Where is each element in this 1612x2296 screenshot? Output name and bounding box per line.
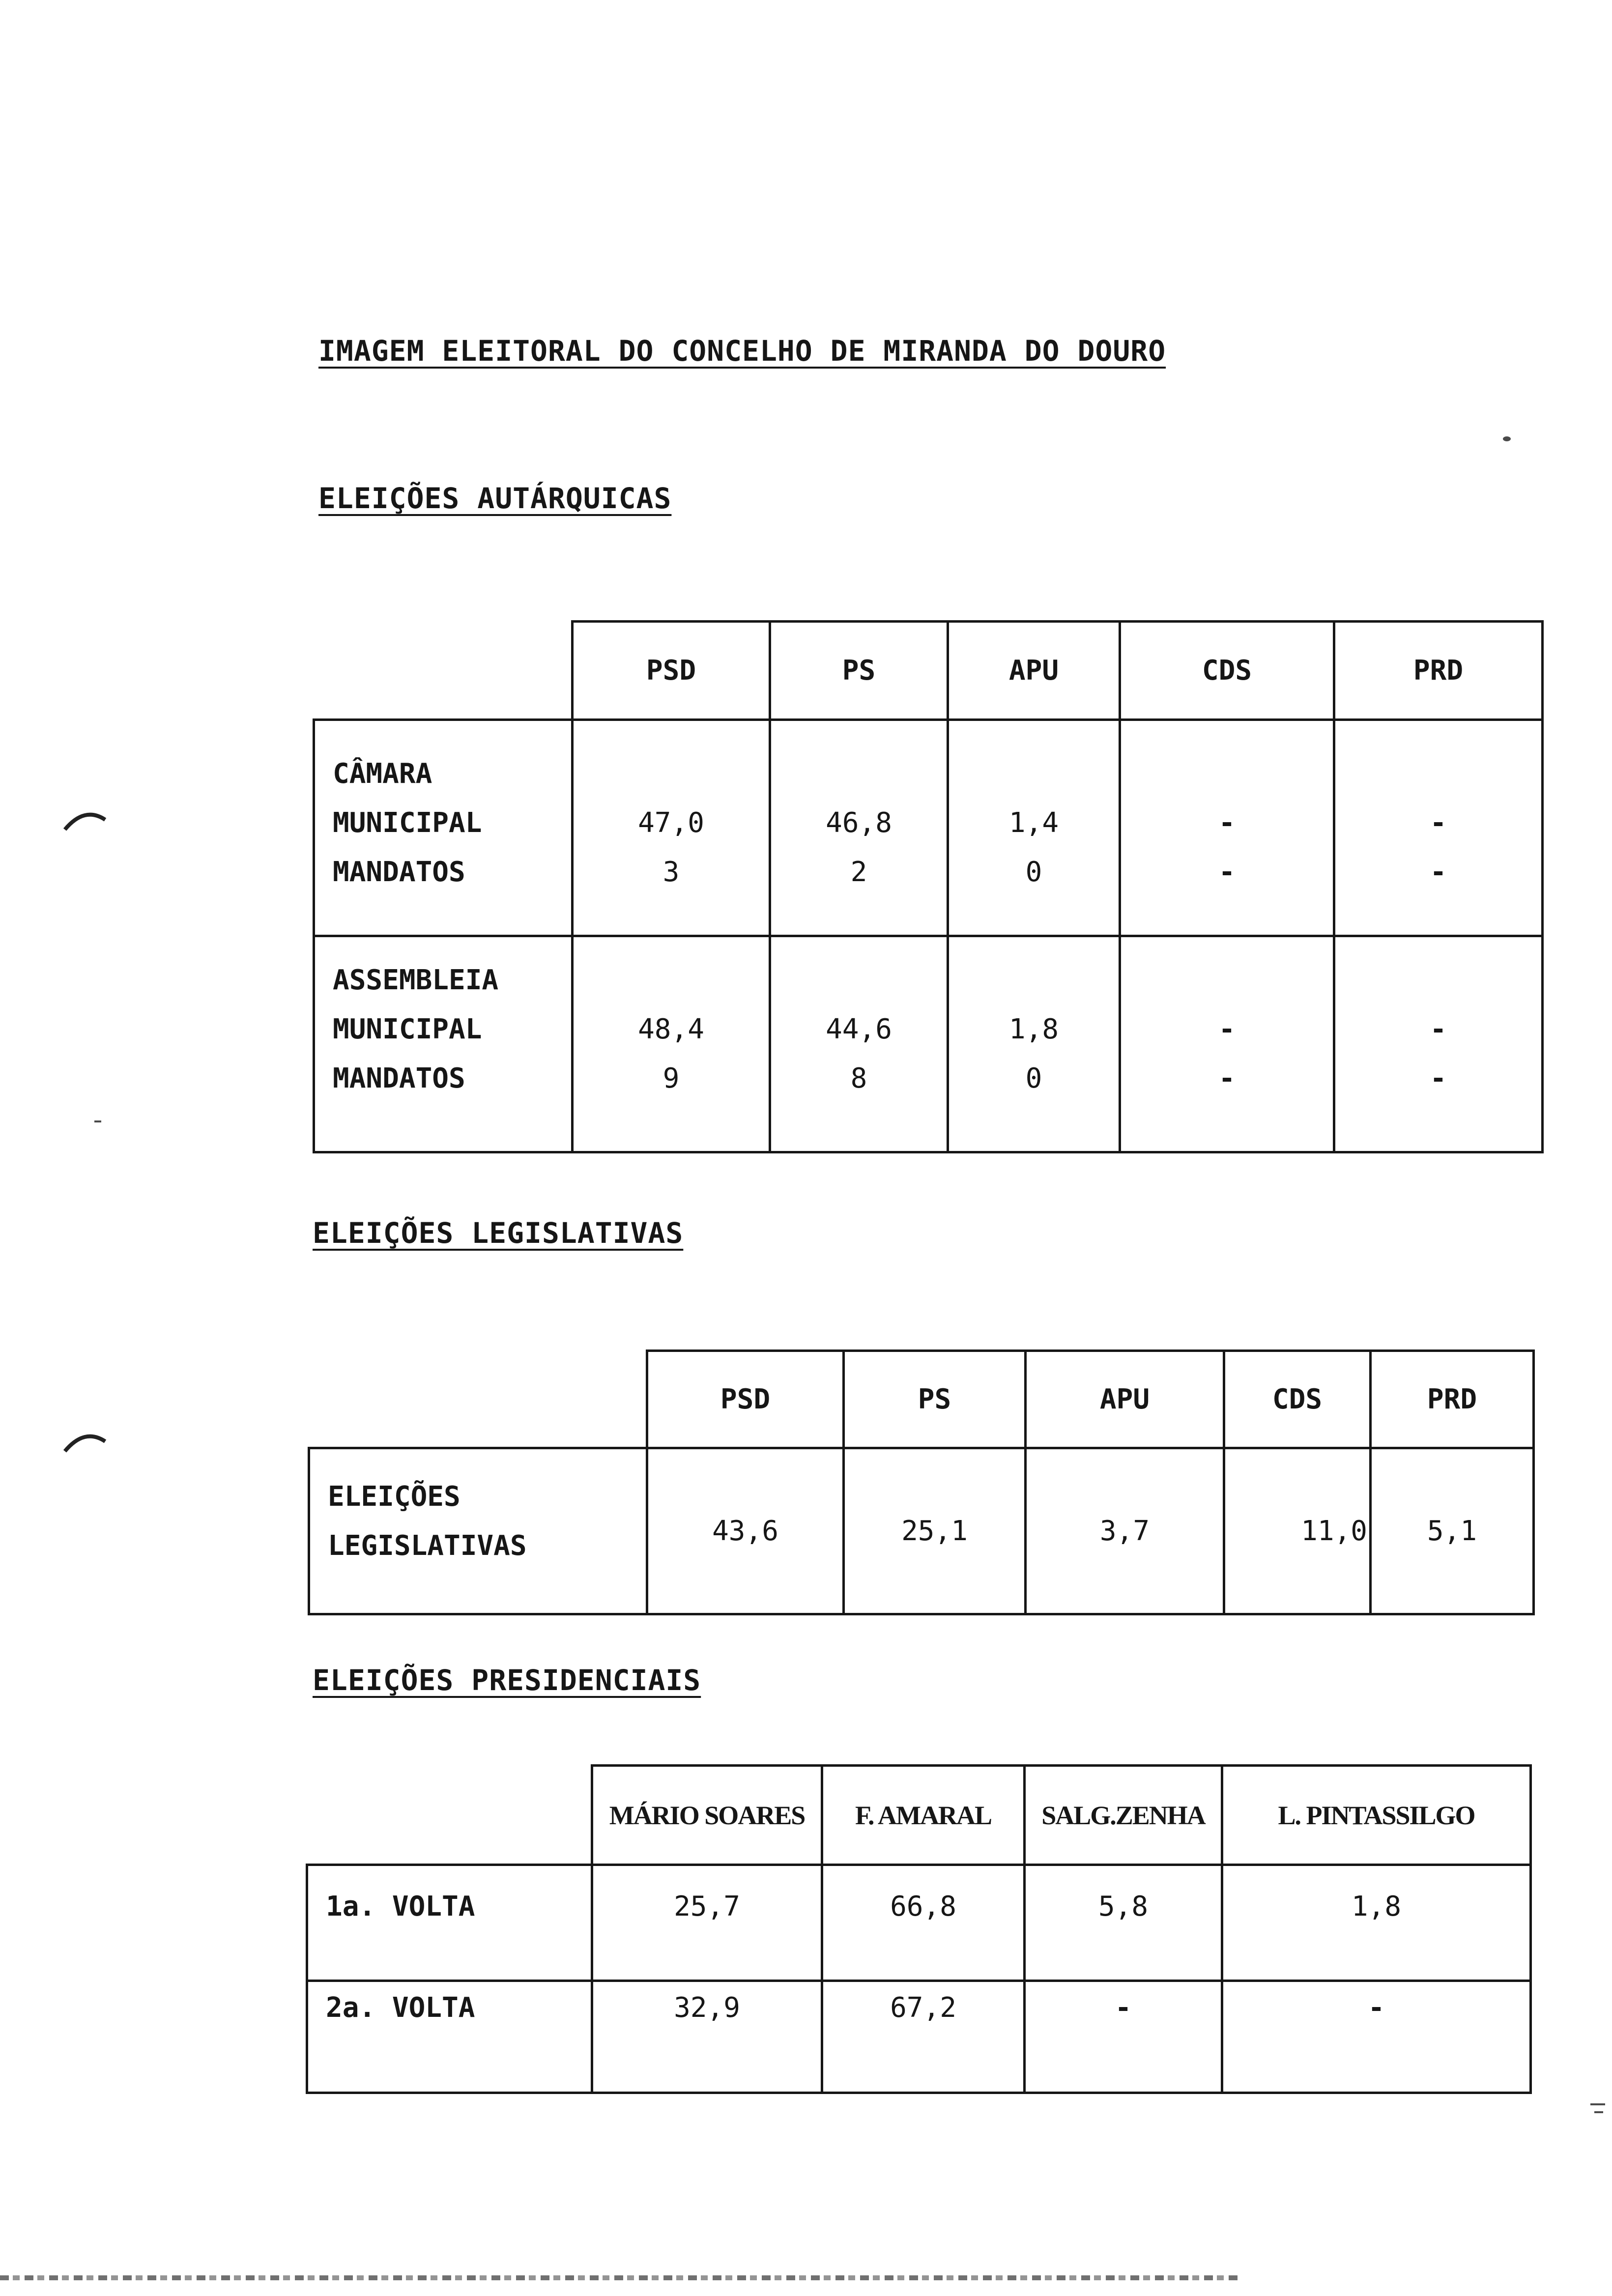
table-row [307,1865,1531,1981]
table-header-row [314,622,1543,720]
vote-percentage: 1,4 [1008,806,1059,839]
row-label-assembleia [314,936,573,1152]
vote-percentage: 44,6 [826,1013,892,1045]
row-label-line: LEGISLATIVAS [328,1529,527,1562]
mandatos-label: MANDATOS [333,1062,465,1094]
vote-percentage: - [1222,1981,1531,2093]
table-cell [948,936,1120,1152]
scan-speck [1590,2103,1605,2105]
column-header: PRD [1334,622,1543,720]
table-header-row [309,1351,1534,1448]
scan-speck [1503,436,1511,441]
table-cell [573,936,770,1152]
vote-percentage: 1,8 [1008,1013,1059,1045]
vote-percentage: - [1218,806,1236,839]
table-cell [770,720,948,936]
row-label-camara [314,720,573,936]
vote-percentage: 47,0 [638,806,704,839]
table-cell [770,936,948,1152]
mandatos-count: - [1218,856,1236,888]
vote-percentage: 1,8 [1222,1865,1531,1981]
punch-hole-mark-icon [63,806,107,835]
column-header: CDS [1120,622,1334,720]
scan-edge-artifact [0,2275,1238,2280]
scan-speck [1594,2111,1603,2113]
row-label-legislativas [309,1448,647,1614]
section-heading-autarquicas: ELEIÇÕES AUTÁRQUICAS [318,482,672,515]
mandatos-count: 3 [662,856,680,888]
table-cell [573,720,770,936]
section-heading-presidenciais: ELEIÇÕES PRESIDENCIAIS [313,1664,701,1697]
table-cell [1120,720,1334,936]
table-corner-blank [307,1766,592,1865]
mandatos-label: MANDATOS [333,856,465,888]
mandatos-count: 2 [850,856,867,888]
row-label-line: MUNICIPAL [333,806,482,839]
row-label-volta: 1a. VOLTA [307,1865,592,1981]
table-corner-blank [309,1351,647,1448]
scan-speck [94,1120,101,1122]
table-presidenciais [306,1764,1532,2094]
vote-percentage: - [1218,1013,1236,1045]
column-header: PSD [647,1351,844,1448]
mandatos-count: - [1218,1062,1236,1094]
table-row [307,1981,1531,2093]
page-title: IMAGEM ELEITORAL DO CONCELHO DE MIRANDA DO DOURO [318,334,1166,368]
vote-percentage: - [1025,1981,1222,2093]
column-header: PS [844,1351,1026,1448]
vote-percentage: 3,7 [1026,1448,1224,1614]
table-cell [948,720,1120,936]
vote-percentage: - [1430,806,1447,839]
vote-percentage: 5,8 [1025,1865,1222,1981]
section-heading-legislativas: ELEIÇÕES LEGISLATIVAS [313,1216,684,1250]
column-header: SALG.ZENHA [1025,1766,1222,1865]
mandatos-count: 8 [850,1062,867,1094]
table-row-camara [314,720,1543,936]
mandatos-count: - [1430,856,1447,888]
vote-percentage: 48,4 [638,1013,704,1045]
row-label-line: CÂMARA [333,757,432,790]
vote-percentage: 66,8 [822,1865,1025,1981]
table-legislativas [308,1349,1535,1615]
column-header: PRD [1371,1351,1534,1448]
punch-hole-mark-icon [63,1428,107,1457]
mandatos-count: 0 [1025,856,1042,888]
column-header: PS [770,622,948,720]
table-autarquicas [313,620,1544,1153]
row-label-line: MUNICIPAL [333,1013,482,1045]
column-header: F. AMARAL [822,1766,1025,1865]
vote-percentage: 46,8 [826,806,892,839]
vote-percentage: 43,6 [647,1448,844,1614]
vote-percentage: 11,0 [1224,1448,1371,1614]
column-header: L. PINTASSILGO [1222,1766,1531,1865]
column-header: MÁRIO SOARES [592,1766,822,1865]
mandatos-count: - [1430,1062,1447,1094]
table-row-legislativas [309,1448,1534,1614]
table-cell [1334,720,1543,936]
vote-percentage: - [1430,1013,1447,1045]
mandatos-count: 9 [662,1062,680,1094]
table-header-row [307,1766,1531,1865]
row-label-volta: 2a. VOLTA [307,1981,592,2093]
column-header: APU [1026,1351,1224,1448]
table-cell [1334,936,1543,1152]
table-cell [1120,936,1334,1152]
row-label-line: ELEIÇÕES [328,1480,461,1513]
column-header: PSD [573,622,770,720]
table-row-assembleia [314,936,1543,1152]
row-label-line: ASSEMBLEIA [333,964,499,996]
vote-percentage: 25,1 [844,1448,1026,1614]
vote-percentage: 25,7 [592,1865,822,1981]
table-corner-blank [314,622,573,720]
vote-percentage: 32,9 [592,1981,822,2093]
vote-percentage: 5,1 [1371,1448,1534,1614]
column-header: APU [948,622,1120,720]
vote-percentage: 67,2 [822,1981,1025,2093]
mandatos-count: 0 [1025,1062,1042,1094]
column-header: CDS [1224,1351,1371,1448]
